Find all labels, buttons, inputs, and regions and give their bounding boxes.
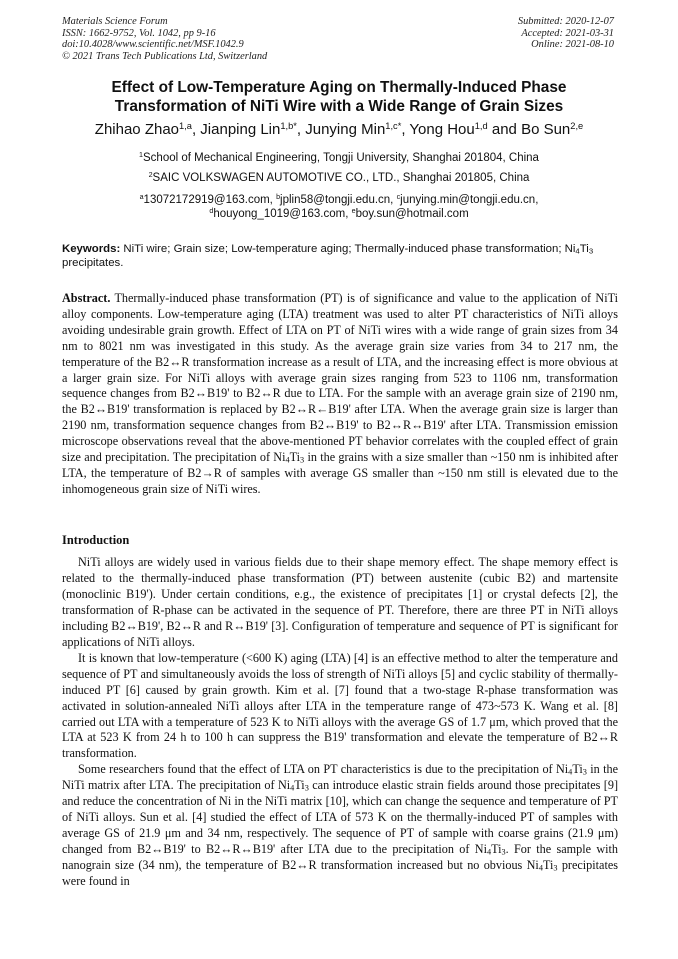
abstract-text: Thermally-induced phase transformation (PT) is of significance and value to the application of NiTi alloy components. Low-temperature aging (LTA) treatment was used to alter PT characteristics of NiTi alloys avoiding undesirable grain growth. Effect of LTA on PT of NiTi wires with a wide range of grain sizes from 34 nm to 8021 nm was investigated in this study. As the average grain size varies from 34 to 217 nm, the temperature of the B2↔R transformation increase as a result of LTA, and the increasing effect is more obvious at a larger grain size. For NiTi alloys with average grain sizes ranging from 523 to 1106 nm, transformation sequence changes from B2↔B19' to B2↔R due to LTA. For the sample with an average grain size of 2190 nm, the B2↔B19' transformation is replaced by B2↔R←B19' after LTA. When the average grain size is larger than 2190 nm, transformation sequence changes from B2↔B19' to B2↔R↔B19' after LTA. Transmission emission microscope observations reveal that the above-mentioned PT behavior correlates with the coupled effect of grain size and precipitation. The precipitation of Ni <box>62 291 618 465</box>
email-text: 13072172919@163.com, <box>143 194 277 206</box>
author-name: Bo Sun <box>521 121 571 138</box>
text-run: can introduce elastic strain fields around those precipitates [9] and reduce the concentration of Ni in the NiTi matrix [10], which can change the sequence and temperature of PT of NiTi alloys. Sun et al. [4] studied the effect of LTA of 573 K on the thermally-induced PT of samples with average GS of 21.9 μm and 34 nm, respectively. The sequence of PT of sample with coarse grains (21.9 μm) changed from B2↔B19' to B2↔R↔B19' after LTA due to the precipitation of Ni <box>62 778 618 857</box>
keywords-text: Ti <box>579 243 589 255</box>
paper-title <box>40 78 638 116</box>
doi-line: doi:10.4028/www.scientific.net/MSF.1042.9 <box>62 39 244 51</box>
dates-header <box>518 16 614 51</box>
subscript: 3 <box>582 768 587 778</box>
text-run: Ti <box>294 778 305 793</box>
email-text: junying.min@tongji.edu.cn, <box>400 194 539 206</box>
text-run: Some researchers found that the effect of LTA on PT characteristics is due to the precipitation of Ni <box>78 762 569 777</box>
subscript: 3 <box>501 847 506 857</box>
email-sup: b <box>276 193 281 202</box>
paragraph <box>62 762 618 890</box>
text-run: . For the sample with nanograin size (34 nm), the temperature of B2↔R transformation increased but no obvious Ni <box>62 842 619 873</box>
subscript: 4 <box>575 246 580 256</box>
text-run: Ti <box>572 762 583 777</box>
keywords-text: precipitates. <box>62 257 124 269</box>
subscript: 4 <box>285 455 290 465</box>
keywords-label: Keywords: <box>62 243 121 255</box>
subscript: 4 <box>290 784 295 793</box>
introduction-body <box>62 555 618 890</box>
author-name: Yong Hou <box>409 121 475 138</box>
abstract-text: Ti <box>289 450 301 465</box>
subscript: 3 <box>304 784 309 793</box>
subscript: 3 <box>588 246 594 256</box>
subscript: 3 <box>553 863 558 873</box>
affil-text: SAIC VOLKSWAGEN AUTOMOTIVE CO., LTD., Shanghai 201805, China <box>152 172 530 184</box>
author-affil-sup: 1,a <box>179 120 192 131</box>
author-name: Zhihao Zhao <box>94 121 180 138</box>
abstract-text: in the grains with a size smaller than ~150 nm is inhibited after LTA, the temperature of B2→R of samples with average GS smaller than ~150 nm still is elevated due to the inhomogeneous grain size of NiTi wires. <box>62 450 619 496</box>
journal-header <box>62 16 267 62</box>
section-heading-introduction: Introduction <box>62 533 130 547</box>
email-line-1 <box>40 193 638 207</box>
affiliation-2 <box>40 171 638 185</box>
title-line-1: Effect of Low-Temperature Aging on Thermally-Induced Phase <box>111 79 567 96</box>
email-text: boy.sun@hotmail.com <box>355 208 469 220</box>
accepted-date: Accepted: 2021-03-31 <box>521 27 614 39</box>
affil-sup: 1 <box>139 151 144 160</box>
email-sup: d <box>209 207 214 216</box>
subscript: 4 <box>486 847 492 857</box>
email-line-2 <box>40 207 638 221</box>
author-name: Junying Min <box>305 121 386 138</box>
submitted-date: Submitted: 2020-12-07 <box>517 16 614 27</box>
text-run: Ti <box>542 858 554 873</box>
email-text: jplin58@tongji.edu.cn, <box>280 194 397 206</box>
abstract-label: Abstract. <box>62 291 111 305</box>
subscript: 4 <box>538 863 543 873</box>
email-sup: c <box>396 193 401 202</box>
author-affil-sup: 2,e <box>570 120 584 131</box>
issn-line: ISSN: 1662-9752, Vol. 1042, pp 9-16 <box>62 27 216 39</box>
paragraph: It is known that low-temperature (<600 K) aging (LTA) [4] is an effective method to alter the temperature and sequence of PT and simultaneously avoids the loss of strength of NiTi alloys [5] and cyclic stability of thermally-induced PT [6] caused by grain growth. Kim et al. [7] found that a two-stage R-phase transformation was activated in solution-annealed NiTi alloys after LTA in the temperature range of 473~573 K. Wang et al. [8] carried out LTA with a temperature of 523 K to NiTi alloys with the average GS of 1.7 μm, which proved that the LTA at 523 K from 24 h to 100 h can suppress the B19' transformation and elevate the temperature of B2↔R transformation. <box>62 650 618 761</box>
author-affil-sup: 1,b* <box>280 120 297 131</box>
text-run: precipitates were found in <box>62 858 618 889</box>
affil-text: School of Mechanical Engineering, Tongji University, Shanghai 201804, China <box>143 152 539 164</box>
subscript: 4 <box>568 768 573 778</box>
author-list: Zhihao Zhao$^{1,a}$, Jianping Lin$^{1,b*}$, Junying Min$^{1,c*}$, Yong Hou$^{1,d}$ and Bo Sun$^{2,e}$ <box>94 120 584 138</box>
keywords <box>62 242 617 270</box>
online-date: Online: 2021-08-10 <box>531 39 614 51</box>
author-name: Jianping Lin <box>200 121 281 138</box>
copyright-line: © 2021 Trans Tech Publications Ltd, Switzerland <box>62 50 268 62</box>
paragraph: NiTi alloys are widely used in various fields due to their shape memory effect. The shape memory effect is related to the thermally-induced phase transformation (PT) between austenite (cubic B2) and martensite (monoclinic B19'). Under certain conditions, e.g., the existence of precipitates [1] or crystal defects [2], the transformation of R-phase can be activated in the sequence of PT. Therefore, there are three PT in NiTi alloys including B2↔B19', B2↔R and R↔B19' [3]. Configuration of temperature and sequence of PT is significant for applications of NiTi alloys. <box>62 555 618 649</box>
email-sup: a <box>139 193 144 202</box>
text-run: Ti <box>491 842 502 857</box>
journal-name: Materials Science Forum <box>62 16 168 27</box>
email-text: houyong_1019@163.com, <box>213 208 352 220</box>
title-line-2: Transformation of NiTi Wire with a Wide Range of Grain Sizes <box>114 98 564 115</box>
keywords-text: NiTi wire; Grain size; Low-temperature aging; Thermally-induced phase transformation; Ni <box>120 243 576 255</box>
text-run: in the NiTi matrix after LTA. The precipitation of Ni <box>62 762 618 793</box>
author-affil-sup: 1,c* <box>385 120 402 131</box>
affil-sup: 2 <box>148 171 153 180</box>
subscript: 3 <box>300 455 305 465</box>
affiliation-1 <box>40 151 638 165</box>
author-affil-sup: 1,d <box>474 120 488 131</box>
email-sup: e <box>351 207 356 216</box>
abstract <box>62 291 618 498</box>
